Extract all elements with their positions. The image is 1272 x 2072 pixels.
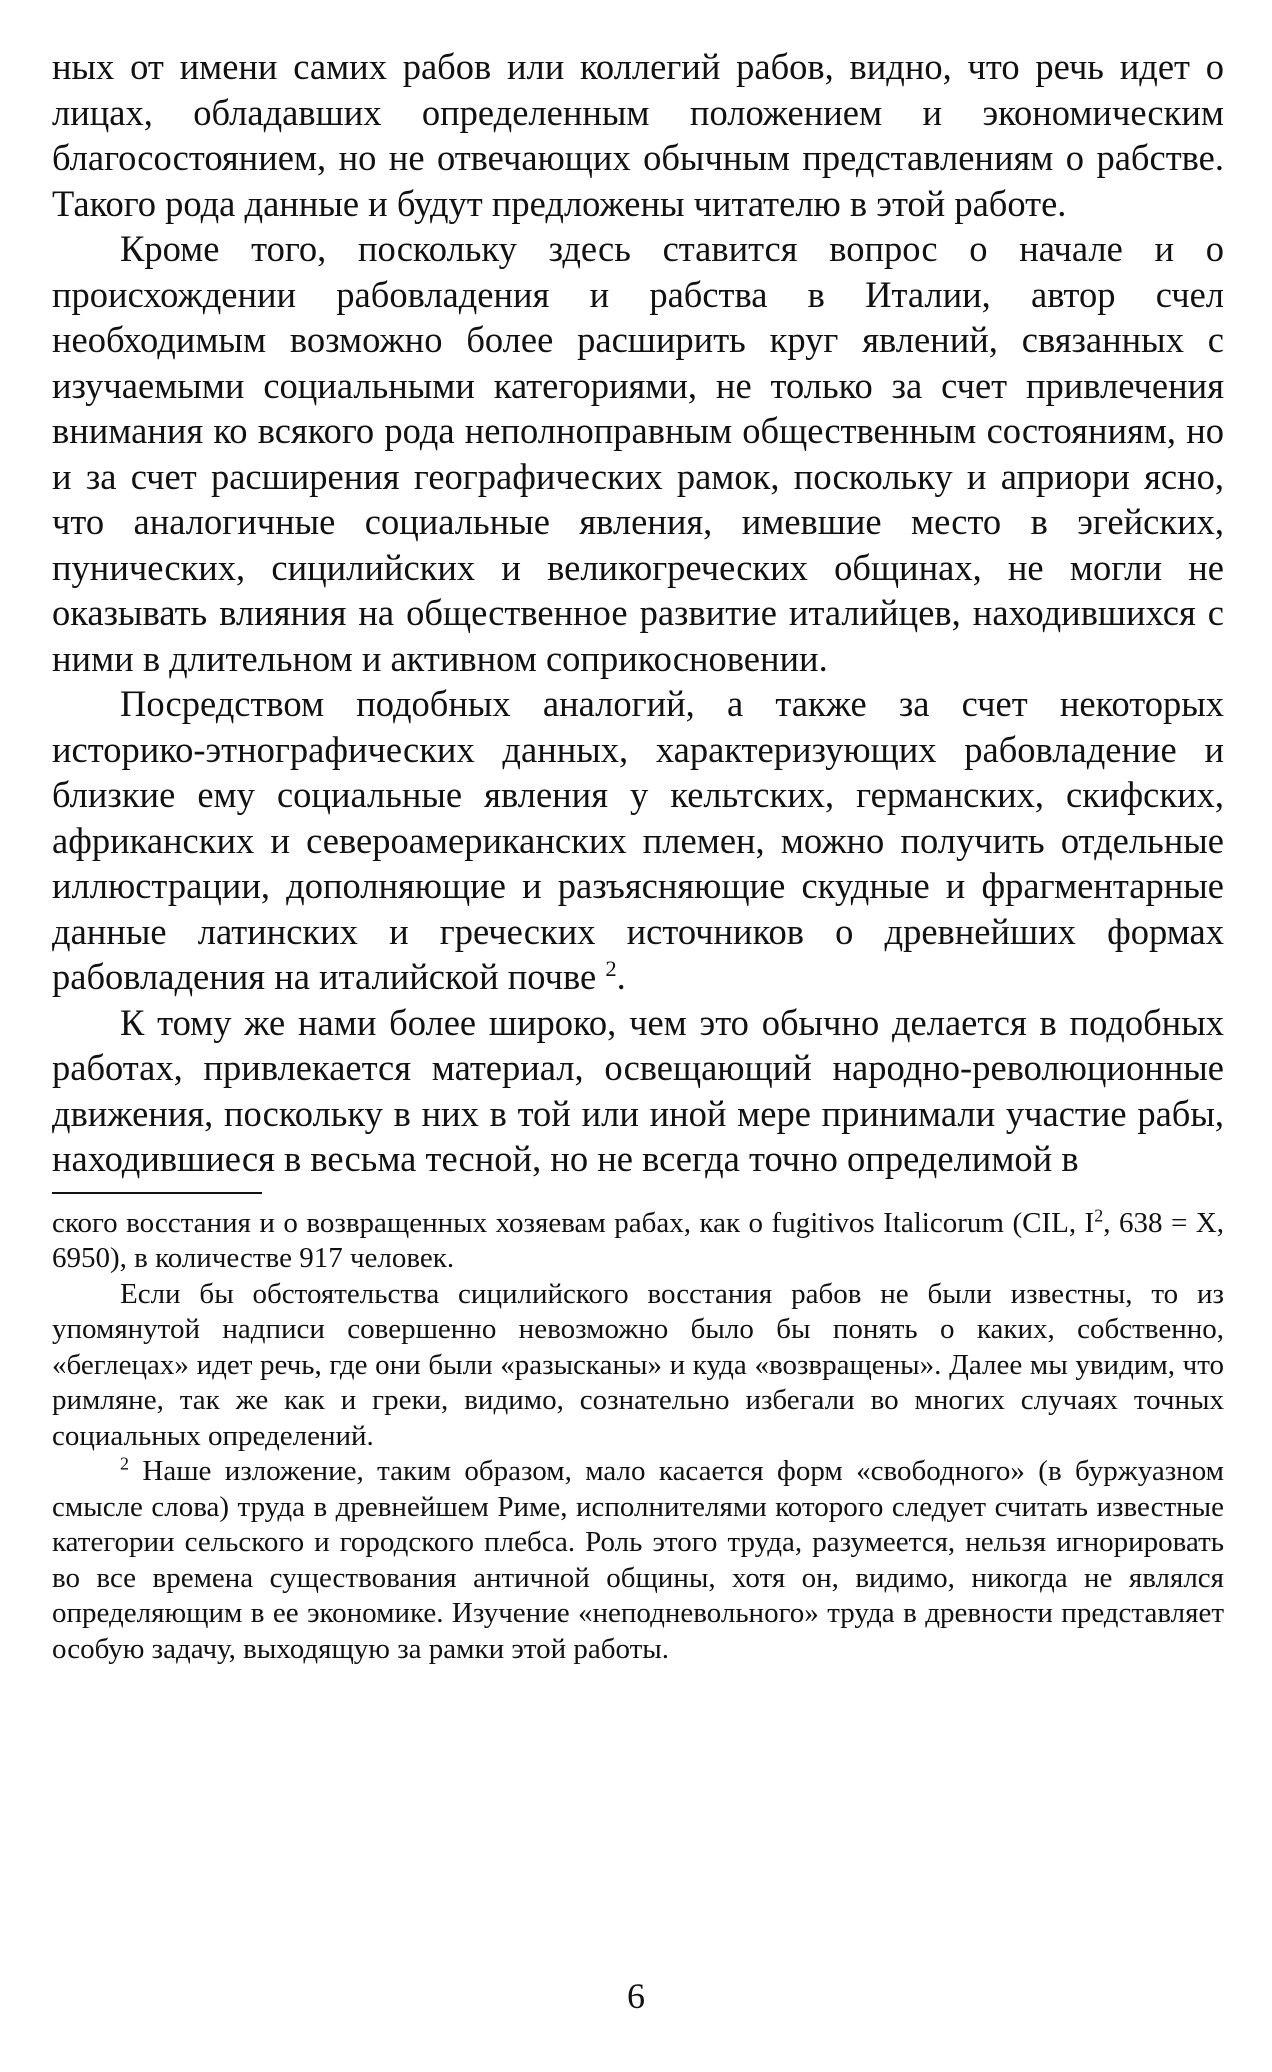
footnote-divider: [52, 1192, 262, 1194]
page: [52, 44, 1224, 1667]
paragraph-3-end: .: [616, 956, 626, 997]
footnote-ref-2: 2: [605, 955, 617, 981]
footnote-1-continuation: [52, 1206, 1224, 1277]
footnote-2-text: Наше изложение, таким образом, мало касается форм «свободного» (в буржуазном смысле слова) труда в древнейшем Риме, исполнителями которого следует считать известные категории сельского и городского плебса. Роль этого труда, разумеется, нельзя игнорировать во все времена существования античной общины, хотя он, видимо, никогда не являлся определяющим в ее экономике. Изучение «неподневольного» труда в древности представляет особую задачу, выходящую за рамки этой работы.: [52, 1455, 1224, 1665]
paragraph-4: К тому же нами более широко, чем это обычно делается в подобных работах, привлекается материал, освещающий народно-революционные движения, поскольку в них в той или иной мере принимали участие рабы, находившиеся в весьма тесной, но не всегда точно определимой в: [52, 1001, 1224, 1179]
footnote-2: [52, 1454, 1224, 1667]
footnote-1-sup: 2: [1094, 1204, 1104, 1225]
footnote-1-text-b: , 638 = X, 6950), в количестве 917 человек.: [52, 1206, 1224, 1274]
footnote-2-mark: 2: [120, 1453, 129, 1474]
page-number: 6: [627, 1976, 645, 2016]
footnote-1-paragraph-2: Если бы обстоятельства сицилийского восстания рабов не были известны, то из упомянутой надписи совершенно невозможно было бы понять о каких, собственно, «беглецах» идет речь, где они были «разысканы» и куда «возвращены». Далее мы увидим, что римляне, так же как и греки, видимо, сознательно избегали во многих случаях точных социальных определений.: [52, 1277, 1224, 1452]
footnote-1-text-a: ского восстания и о возвращенных хозяевам рабах, как о fugitivos Italicorum (CIL, I: [52, 1206, 1095, 1239]
paragraph-3-text: Посредством подобных аналогий, а также за счет некоторых историко-этнографических данных, характеризующих рабовладение и близкие ему социальные явления у кельтских, германских, скифских, африканских и североамериканских племен, можно получить отдельные иллюстрации, дополняющие и разъясняющие скудные и фрагментарные данные латинских и греческих источников о древнейших формах рабовладения на италийской почве: [52, 683, 1224, 997]
footnotes: [52, 1206, 1224, 1668]
paragraph-3: [52, 681, 1224, 1000]
main-text: [52, 44, 1224, 1182]
paragraph-1: ных от имени самих рабов или коллегий рабов, видно, что речь идет о лицах, обладавших определенным положением и экономическим благосостоянием, но не отвечающих обычным представлениям о рабстве. Такого рода данные и будут предложены читателю в этой работе.: [52, 46, 1224, 224]
paragraph-2: Кроме того, поскольку здесь ставится вопрос о начале и о происхождении рабовладения и рабства в Италии, автор счел необходимым возможно более расширить круг явлений, связанных с изучаемыми социальными категориями, не только за счет привлечения внимания ко всякого рода неполноправным общественным состояниям, но и за счет расширения географических рамок, поскольку и априори ясно, что аналогичные социальные явления, имевшие место в эгейских, пунических, сицилийских и великогреческих общинах, не могли не оказывать влияния на общественное развитие италийцев, находившихся с ними в длительном и активном соприкосновении.: [52, 228, 1224, 679]
